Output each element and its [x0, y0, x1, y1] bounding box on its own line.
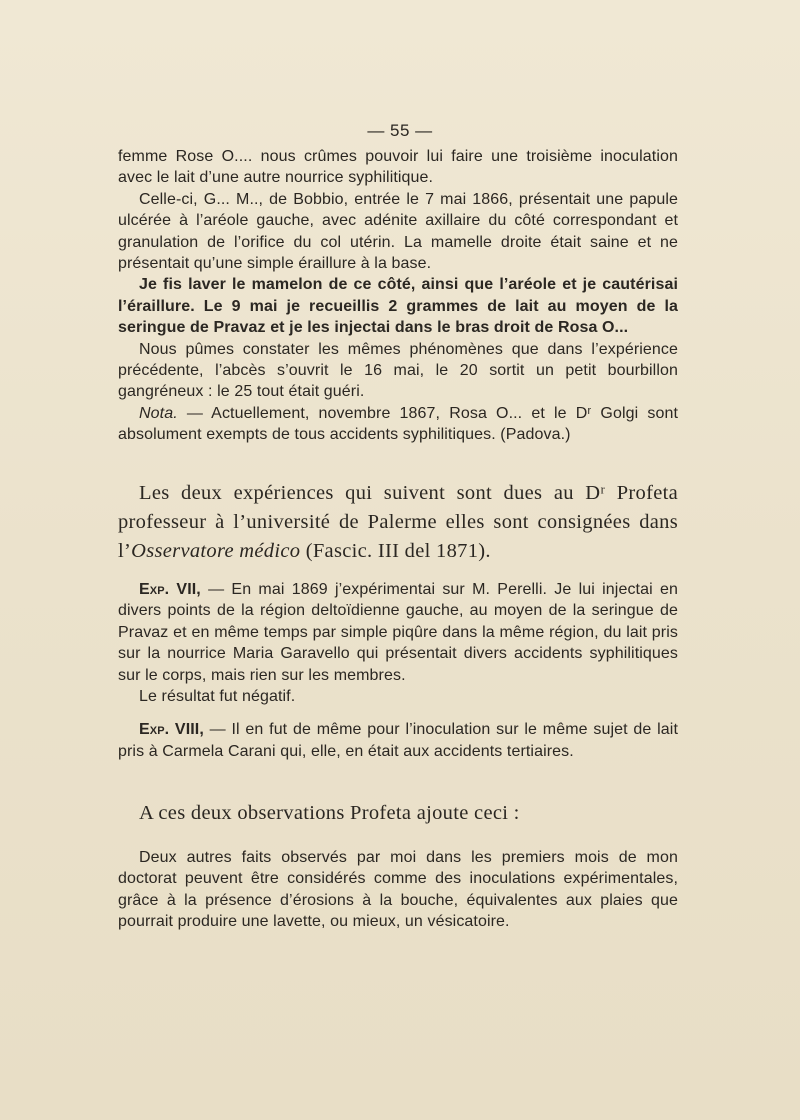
paragraph-continuation: femme Rose O.... nous crûmes pouvoir lui faire une troisième inoculation avec le lait d’une autre nourrice syphilitique. [118, 148, 678, 187]
paragraph-deux-autres-faits: Deux autres faits observés par moi dans les premiers mois de mon doctorat peuvent être considérés comme des inoculations expérimentales, grâce à la présence d’érosions à la bouche, équivalentes aux plaies que pourrait produire une lavette, ou mieux, un vésicatoire. [118, 849, 678, 931]
page-number: — 55 — [367, 121, 433, 140]
paragraph-exp-viii [118, 719, 678, 762]
exp-vii-text: — En mai 1869 j’expérimentai sur M. Perelli. Je lui injectai en divers points de la région deltoïdienne gauche, au moyen de la seringue de Pravaz et en même temps par simple piqûre dans la même région, du lait pris sur la nourrice Maria Garavello qui présentait divers accidents syphilitiques sur le corps, mais rien sur les membres. [118, 581, 678, 684]
text-block-2 [118, 579, 678, 762]
section-heading-ajoute [118, 799, 678, 828]
paragraph-exp-vii [118, 579, 678, 686]
text-block-3 [118, 847, 678, 933]
nota-label: Nota. [139, 404, 178, 422]
exp-vii-label: Exp. VII, [139, 581, 201, 598]
exp-viii-label: Exp. VIII, [139, 721, 204, 739]
text-block-1 [118, 146, 678, 446]
heading-ajoute-text: A ces deux observations Profeta ajoute ceci : [139, 802, 520, 824]
section-heading-profeta [118, 479, 678, 566]
heading-text-after: (Fascic. III del 1871). [300, 540, 491, 562]
paragraph-nous-pumes: Nous pûmes constater les mêmes phénomènes que dans l’expérience précédente, l’abcès s’ouvrit le 16 mai, le 20 sortit un petit bourbillon gangréneux : le 25 tout était guéri. [118, 340, 678, 401]
paragraph-result: Le résultat fut négatif. [139, 688, 296, 706]
paragraph-je-fis-laver: Je fis laver le mamelon de ce côté, ainsi que l’aréole et je cautérisai l’éraillure. Le 9 mai je recueillis 2 grammes de lait au moyen de la seringue de Pravaz et je les injectai dans le bras droit de Rosa O... [118, 276, 678, 337]
nota-text: — Actuellement, novembre 1867, Rosa O... et le Dʳ Golgi sont absolument exempts de tous accidents syphilitiques. (Padova.) [118, 404, 678, 444]
paragraph-nota [118, 403, 678, 446]
paragraph-celle-ci: Celle-ci, G... M.., de Bobbio, entrée le 7 mai 1866, présentait une papule ulcérée à l’aréole gauche, avec adénite axillaire du côté correspondant et granulation de l’orifice du col utérin. La mamelle droite était saine et ne présentait qu’une simple éraillure à la base. [118, 190, 678, 273]
exp-viii-text: — Il en fut de même pour l’inoculation sur le même sujet de lait pris à Carmela Carani qui, elle, en était aux accidents tertiaires. [118, 721, 678, 760]
journal-title: Osservatore médico [131, 540, 301, 562]
heading-text-before: Les deux expériences qui suivent sont dues au Dʳ Profeta professeur à l’université de Palerme elles sont consignées dans l’ [118, 482, 678, 562]
